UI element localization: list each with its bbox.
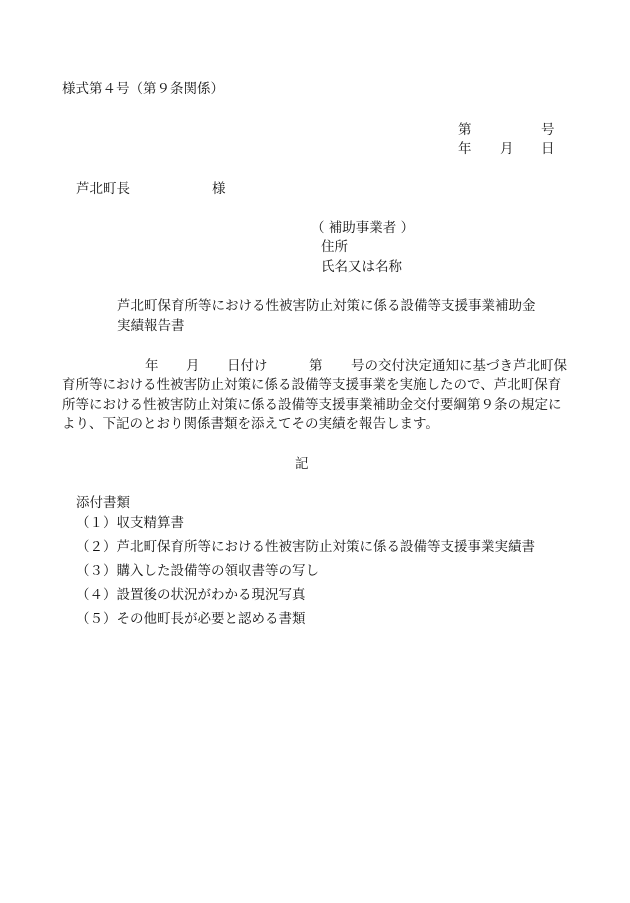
- body-year: 年: [145, 358, 159, 374]
- addressee-name: 芦北町長: [76, 181, 130, 197]
- list-item: （１）収支精算書: [76, 515, 184, 531]
- list-item: （２）芦北町保育所等における性被害防止対策に係る設備等支援事業実績書: [76, 539, 535, 555]
- addressee-honorific: 様: [212, 181, 226, 197]
- list-item: （３）購入した設備等の領収書等の写し: [76, 563, 319, 579]
- body-line4: より、下記のとおり関係書類を添えてその実績を報告します。: [62, 416, 439, 432]
- body-line2: 育所等における性被害防止対策に係る設備等支援事業を実施したので、芦北町保育: [62, 377, 562, 393]
- attachments-heading: 添付書類: [76, 495, 130, 511]
- body-day-dated: 日付け: [227, 358, 268, 374]
- body-line3: 所等における性被害防止対策に係る設備等支援事業補助金交付要綱第９条の規定に: [62, 397, 562, 413]
- body-dai: 第: [309, 358, 323, 374]
- body-line1-rest: 号の交付決定通知に基づき芦北町保: [351, 358, 567, 374]
- attachments-list: [76, 511, 535, 631]
- applicant-address-label: 住所: [321, 239, 348, 255]
- ki-heading: 記: [295, 456, 309, 472]
- document-title-line1: 芦北町保育所等における性被害防止対策に係る設備等支援事業補助金: [117, 298, 536, 314]
- list-item: （４）設置後の状況がわかる現況写真: [76, 587, 306, 603]
- date-month: 月: [500, 141, 514, 157]
- doc-number-dai: 第: [458, 122, 472, 138]
- date-year: 年: [458, 141, 472, 157]
- body-month: 月: [186, 358, 200, 374]
- document-title-line2: 実績報告書: [117, 318, 185, 334]
- date-day: 日: [541, 141, 555, 157]
- applicant-heading: （ 補助事業者 ）: [311, 220, 415, 236]
- doc-number-go: 号: [541, 122, 555, 138]
- form-number: 様式第４号（第９条関係）: [62, 81, 224, 97]
- list-item: （５）その他町長が必要と認める書類: [76, 611, 306, 627]
- applicant-name-label: 氏名又は名称: [321, 259, 402, 275]
